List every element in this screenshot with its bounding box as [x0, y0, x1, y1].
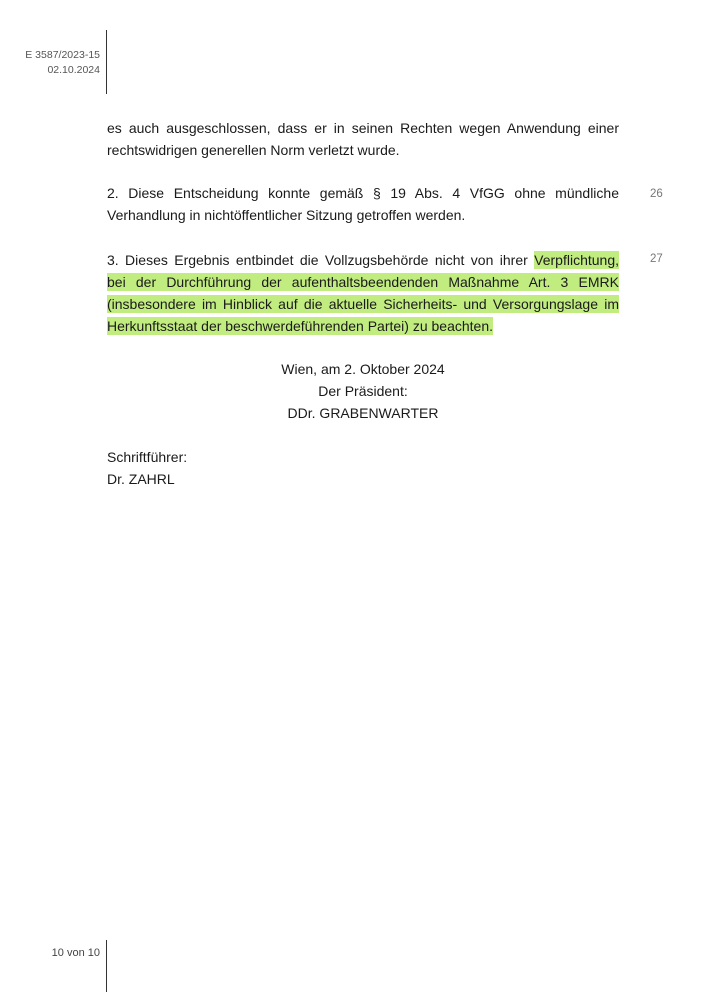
document-header — [25, 48, 100, 78]
signature-block — [107, 358, 619, 424]
clerk-label: Schriftführer: — [107, 449, 188, 465]
case-number: E 3587/2023-15 — [25, 49, 100, 61]
continuation-paragraph: es auch ausgeschlossen, dass er in seinen Rechten wegen Anwendung einer rechtswidrigen generellen Norm verletzt wurde. — [107, 120, 619, 158]
signature-name: DDr. GRABENWARTER — [287, 405, 439, 421]
header-divider — [106, 30, 107, 94]
footer-divider — [106, 940, 107, 992]
signature-role: Der Präsident: — [318, 383, 408, 399]
header-date: 02.10.2024 — [47, 64, 100, 76]
page-indicator: 10 von 10 — [51, 947, 100, 959]
margin-number-26: 26 — [650, 188, 663, 200]
margin-number-27: 27 — [650, 253, 663, 265]
paragraph-27-text: 3. Dieses Ergebnis entbindet die Vollzugsbehörde nicht von ihrer — [107, 252, 535, 268]
highlighted-text[interactable]: Verpflichtung, bei der Durchführung der aufenthaltsbeendenden Maßnahme Art. 3 EMRK (insbesondere im Hinblick auf die aktuelle Sicherheits- und Versorgungslage im Herkunftsstaat der beschwerdeführenden Partei) zu beachten. — [107, 252, 619, 334]
paragraph-26: 2. Diese Entscheidung konnte gemäß § 19 Abs. 4 VfGG ohne mündliche Verhandlung in nichtöffentlicher Sitzung getroffen werden. — [107, 185, 619, 223]
signature-place-date: Wien, am 2. Oktober 2024 — [281, 361, 445, 377]
clerk-name: Dr. ZAHRL — [107, 471, 175, 487]
paragraph-27 — [107, 249, 619, 337]
clerk-block — [107, 446, 187, 490]
